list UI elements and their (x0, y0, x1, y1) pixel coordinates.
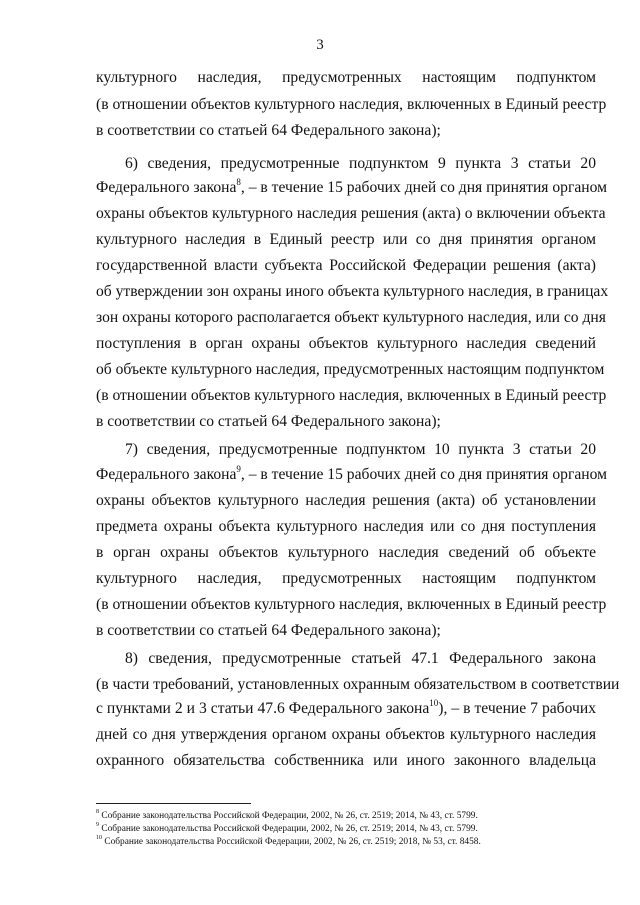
footnote-8: $^8$ Собрание законодательства Российской Федерации, 2002, № 26, ст. 2519; 2014, № 43, ст. 5799. (96, 808, 478, 821)
footnote-9: $^9$ Собрание законодательства Российской Федерации, 2002, № 26, ст. 2519; 2014, № 43, ст. 5799. (96, 821, 478, 834)
footnote-10: $^{10}$ Собрание законодательства Российской Федерации, 2002, № 26, ст. 2519; 2018, № 53, ст. 8458. (96, 834, 481, 847)
text-line: охраны объектов культурного наследия решения (акта) об установлении (96, 492, 596, 509)
text-line: (в отношении объектов культурного наследия, включенных в Единый реестр (96, 387, 607, 404)
text-line: в соответствии со статьей 64 Федерального закона); (96, 122, 441, 139)
text-line: Федерального закона$^8$, – в течение 15 рабочих дней со дня принятия органом (96, 176, 607, 196)
text-line: предмета охраны объекта культурного наследия или со дня поступления (96, 518, 596, 535)
text-line: культурного наследия, предусмотренных настоящим подпунктом (96, 570, 596, 587)
footnote-ref-9: 9 (236, 463, 241, 474)
text-line: Федерального закона$^9$, – в течение 15 рабочих дней со дня принятия органом (96, 463, 607, 483)
page-number: 3 (316, 37, 324, 53)
footnote-ref-10: 10 (429, 697, 439, 708)
text-line: (в части требований, установленных охранным обязательством в соответствии (96, 676, 620, 693)
text-line: государственной власти субъекта Российской Федерации решения (акта) (96, 257, 596, 274)
text-line: об утверждении зон охраны иного объекта культурного наследия, в границах (96, 283, 609, 300)
text-line: культурного наследия, предусмотренных настоящим подпунктом (96, 69, 596, 86)
text-line: (в отношении объектов культурного наследия, включенных в Единый реестр (96, 96, 607, 113)
text-line: с пунктами 2 и 3 статьи 47.6 Федерального закона$^{10}$), – в течение 7 рабочих (96, 697, 596, 717)
footnote-ref-8: 8 (236, 176, 241, 187)
text-line: об объекте культурного наследия, предусмотренных настоящим подпунктом (96, 361, 605, 378)
item-7-heading: 7) сведения, предусмотренные подпунктом 10 пункта 3 статьи 20 (125, 441, 596, 458)
text-line: в соответствии со статьей 64 Федерального закона); (96, 622, 441, 639)
text-line: в соответствии со статьей 64 Федерального закона); (96, 413, 441, 430)
text-line: (в отношении объектов культурного наследия, включенных в Единый реестр (96, 596, 607, 613)
item-8-heading: 8) сведения, предусмотренные статьей 47.1 Федерального закона (125, 650, 596, 667)
text-line: зон охраны которого располагается объект культурного наследия, или со дня (96, 309, 606, 326)
text-line: культурного наследия в Единый реестр или со дня принятия органом (96, 231, 596, 248)
text-line: охраны объектов культурного наследия решения (акта) о включении объекта (96, 205, 606, 222)
text-line: в орган охраны объектов культурного наследия сведений об объекте (96, 544, 596, 561)
text-line: поступления в орган охраны объектов культурного наследия сведений (96, 335, 596, 352)
text-line: дней со дня утверждения органом охраны объектов культурного наследия (96, 726, 596, 743)
item-6-heading: 6) сведения, предусмотренные подпунктом 9 пункта 3 статьи 20 (125, 155, 596, 172)
footnote-separator (96, 803, 251, 804)
text-line: охранного обязательства собственника или иного законного владельца (96, 752, 596, 769)
